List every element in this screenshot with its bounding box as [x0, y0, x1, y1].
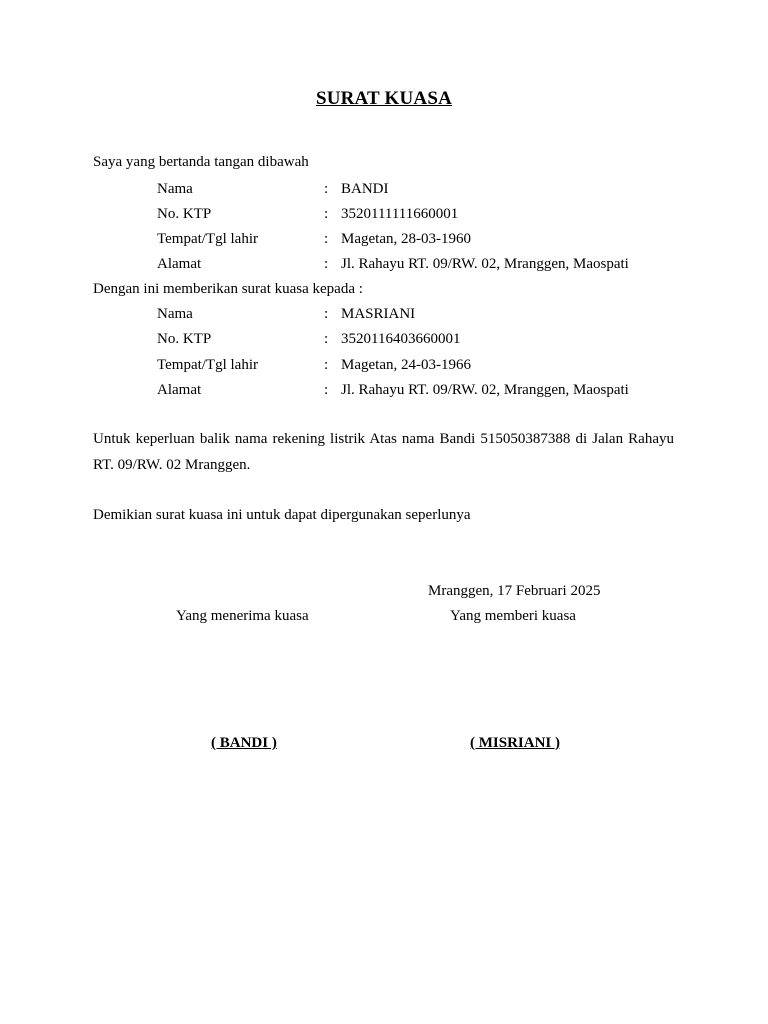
colon-separator: :: [324, 357, 329, 373]
document-title: SURAT KUASA: [315, 88, 453, 109]
grantee-ttl-value: Magetan, 24-03-1966: [341, 357, 471, 373]
grantee-intro: Dengan ini memberikan surat kuasa kepada :: [93, 281, 363, 297]
colon-separator: :: [324, 306, 329, 322]
grantor-ttl-value: Magetan, 28-03-1960: [341, 231, 471, 247]
grantee-alamat-label: Alamat: [157, 382, 202, 398]
grantor-intro: Saya yang bertanda tangan dibawah: [93, 154, 309, 170]
colon-separator: :: [324, 256, 329, 272]
grantor-ktp-row: [0, 206, 768, 226]
grantor-alamat-row: [0, 256, 768, 276]
grantor-nama-value: BANDI: [341, 181, 389, 197]
colon-separator: :: [324, 206, 329, 222]
grantee-ttl-label: Tempat/Tgl lahir: [157, 357, 259, 373]
place-date: Mranggen, 17 Februari 2025: [428, 583, 601, 599]
grantee-ttl-row: [0, 357, 768, 377]
grantee-nama-label: Nama: [157, 306, 193, 322]
closing-statement: Demikian surat kuasa ini untuk dapat dipergunakan seperlunya: [93, 507, 471, 523]
grantor-nama-row: [0, 181, 768, 201]
grantor-alamat-label: Alamat: [157, 256, 202, 272]
receiver-label: Yang menerima kuasa: [176, 608, 309, 624]
colon-separator: :: [324, 382, 329, 398]
grantor-ktp-label: No. KTP: [157, 206, 212, 222]
giver-label: Yang memberi kuasa: [450, 608, 576, 624]
grantor-ttl-row: [0, 231, 768, 251]
giver-name: ( MISRIANI ): [470, 735, 560, 751]
colon-separator: :: [324, 181, 329, 197]
grantee-nama-row: [0, 306, 768, 326]
grantee-ktp-value: 3520116403660001: [341, 331, 461, 347]
grantor-nama-label: Nama: [157, 181, 193, 197]
grantee-ktp-row: [0, 331, 768, 351]
purpose-paragraph: Untuk keperluan balik nama rekening listrik Atas nama Bandi 515050387388 di Jalan Rahayu RT. 09/RW. 02 Mranggen.: [93, 431, 674, 473]
grantee-nama-value: MASRIANI: [341, 306, 416, 322]
grantor-alamat-value: Jl. Rahayu RT. 09/RW. 02, Mranggen, Maospati: [341, 256, 629, 272]
grantee-alamat-row: [0, 382, 768, 402]
colon-separator: :: [324, 231, 329, 247]
colon-separator: :: [324, 331, 329, 347]
grantor-ttl-label: Tempat/Tgl lahir: [157, 231, 259, 247]
grantee-alamat-value: Jl. Rahayu RT. 09/RW. 02, Mranggen, Maospati: [341, 382, 629, 398]
grantor-ktp-value: 3520111111660001: [341, 206, 459, 222]
receiver-name: ( BANDI ): [211, 735, 277, 751]
grantee-ktp-label: No. KTP: [157, 331, 212, 347]
